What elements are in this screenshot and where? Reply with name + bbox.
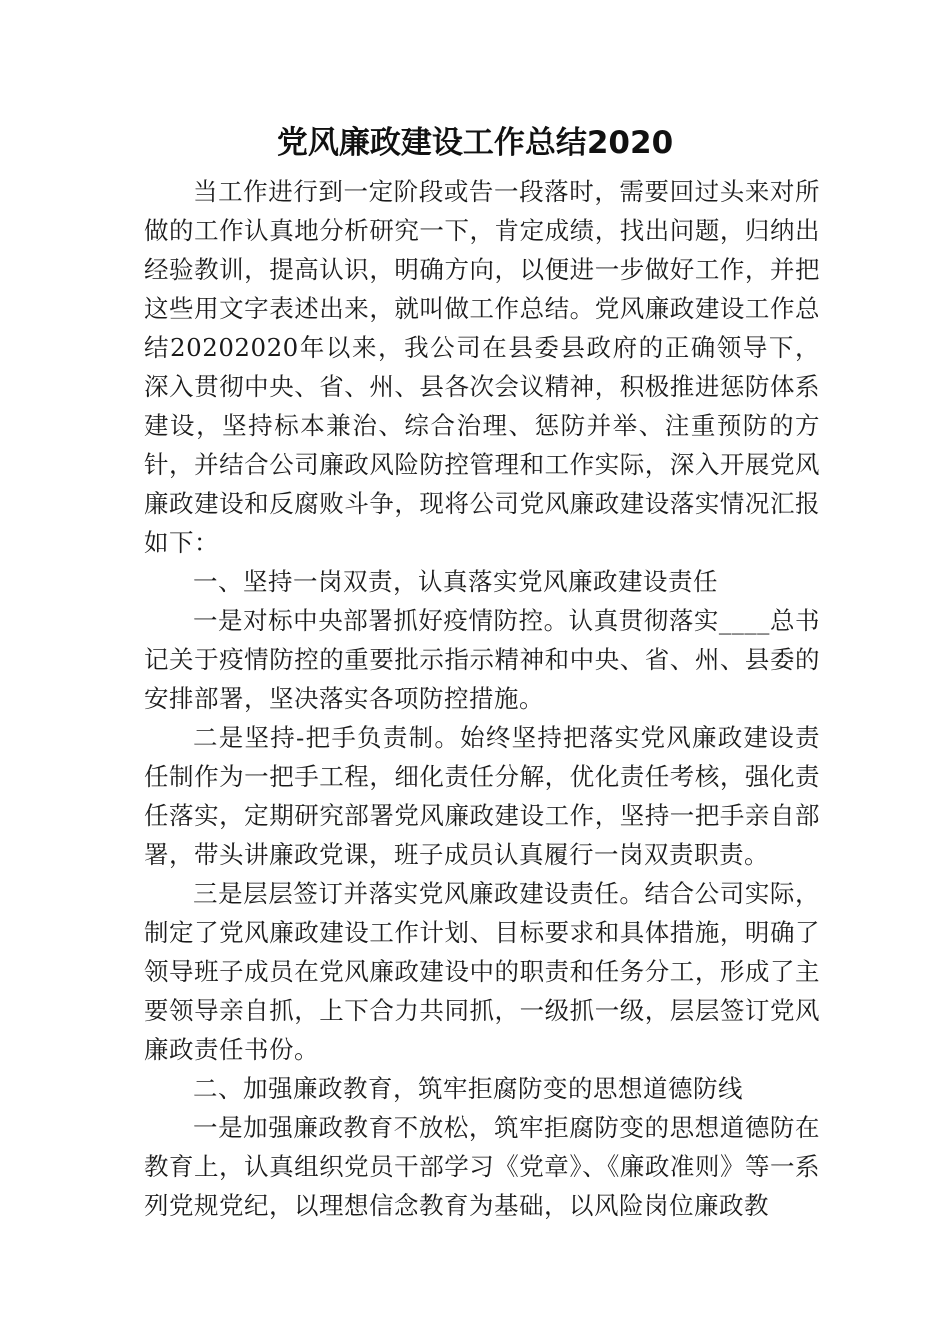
paragraph-1-3: 三是层层签订并落实党风廉政建设责任。结合公司实际，制定了党风廉政建设工作计划、目标要求和具体措施，明确了领导班子成员在党风廉政建设中的职责和任务分工，形成了主要领导亲自抓，上下合力共同抓，一级抓一级，层层签订党风廉政责任书份。	[144, 879, 820, 1064]
paragraph-2-1: 一是加强廉政教育不放松，筑牢拒腐防变的思想道德防在教育上，认真组织党员干部学习《党章》、《廉政准则》等一系列党规党纪，以理想信念教育为基础，以风险岗位廉政教	[144, 1113, 820, 1220]
section-heading-1: 一、坚持一岗双责，认真落实党风廉政建设责任	[193, 567, 718, 596]
section-heading-2: 二、加强廉政教育，筑牢拒腐防变的思想道德防线	[193, 1074, 743, 1103]
document-body	[144, 172, 820, 1225]
paragraph-1-2: 二是坚持-把手负责制。始终坚持把落实党风廉政建设责任制作为一把手工程，细化责任分解，优化责任考核，强化责任落实，定期研究部署党风廉政建设工作，坚持一把手亲自部署，带头讲廉政党课，班子成员认真履行一岗双责职责。	[144, 723, 820, 869]
paragraph-intro: 当工作进行到一定阶段或告一段落时，需要回过头来对所做的工作认真地分析研究一下，肯定成绩，找出问题，归纳出经验教训，提高认识，明确方向，以便进一步做好工作，并把这些用文字表述出来，就叫做工作总结。党风廉政建设工作总结20202020年以来，我公司在县委县政府的正确领导下，深入贯彻中央、省、州、县各次会议精神，积极推进惩防体系建设，坚持标本兼治、综合治理、惩防并举、注重预防的方针，并结合公司廉政风险防控管理和工作实际，深入开展党风廉政建设和反腐败斗争，现将公司党风廉政建设落实情况汇报如下：	[144, 177, 820, 557]
document-title: 党风廉政建设工作总结2020	[276, 125, 674, 161]
paragraph-1-1: 一是对标中央部署抓好疫情防控。认真贯彻落实____总书记关于疫情防控的重要批示指示精神和中央、省、州、县委的安排部署，坚决落实各项防控措施。	[144, 606, 820, 713]
